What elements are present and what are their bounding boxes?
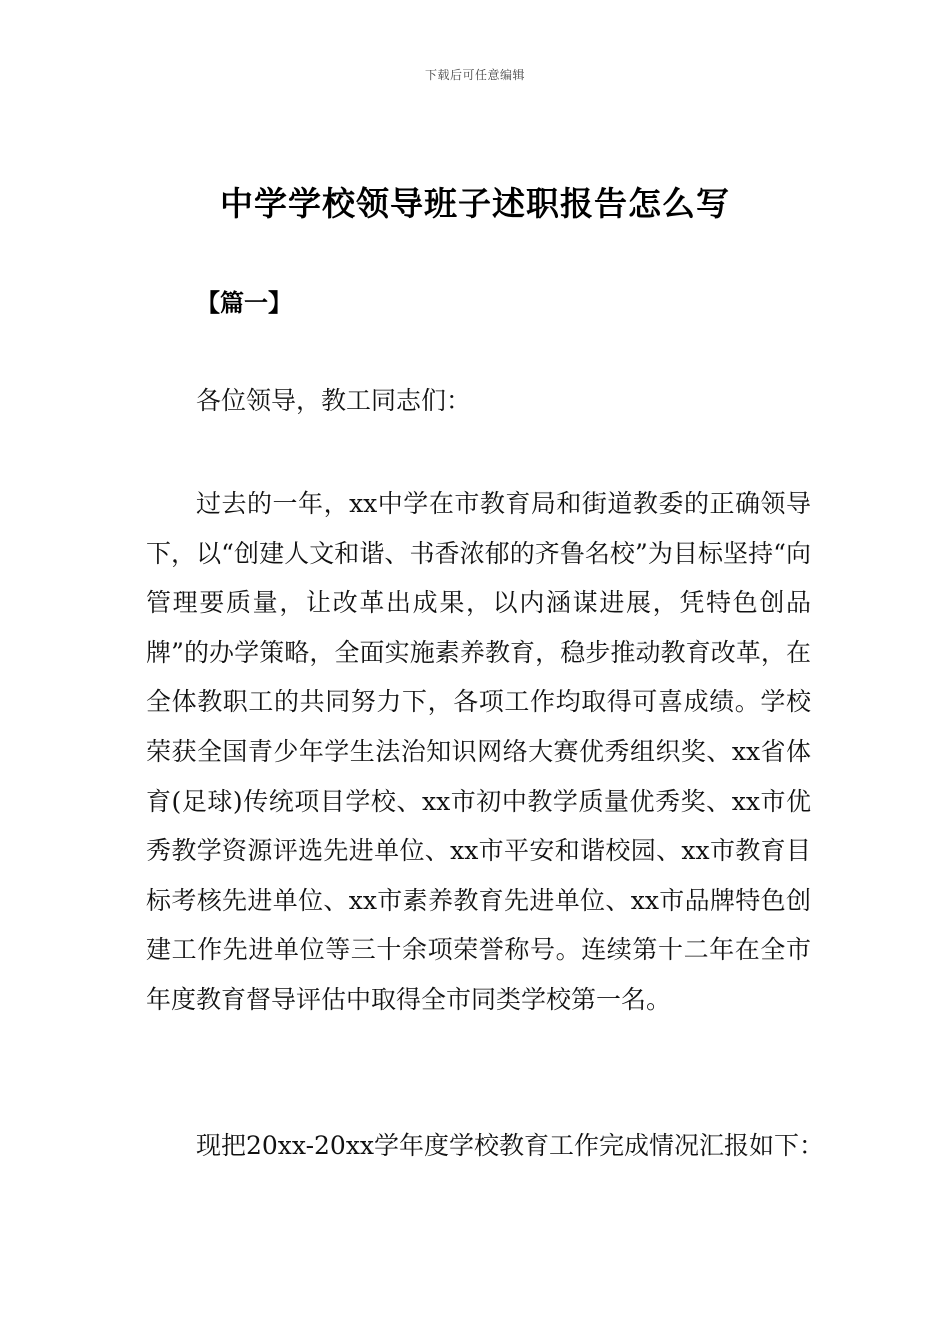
document-title: 中学学校领导班子述职报告怎么写 <box>220 184 730 223</box>
salutation: 各位领导，教工同志们： <box>196 386 472 415</box>
body-paragraph: 过去的一年，xx中学在市教育局和街道教委的正确领导下，以“创建人文和谐、书香浓郁的齐鲁名校”为目标坚持“向管理要质量，让改革出成果，以内涵谋进展，凭特色创品牌”的办学策略，全面实施素养教育，稳步推动教育改革，在全体教职工的共同努力下，各项工作均取得可喜成绩。学校荣获全国青少年学生法治知识网络大赛优秀组织奖、xx省体育(足球)传统项目学校、xx市初中教学质量优秀奖、xx市优秀教学资源评选先进单位、xx市平安和谐校园、xx市教育目标考核先进单位、xx市素养教育先进单位、xx市品牌特色创建工作先进单位等三十余项荣誉称号。连续第十二年在全市年度教育督导评估中取得全市同类学校第一名。 <box>146 489 811 1014</box>
page-header-note: 下载后可任意编辑 <box>424 68 525 82</box>
report-intro-line: 现把20xx-20xx学年度学校教育工作完成情况汇报如下： <box>196 1131 825 1160</box>
section-label: 【篇一】 <box>196 289 292 317</box>
